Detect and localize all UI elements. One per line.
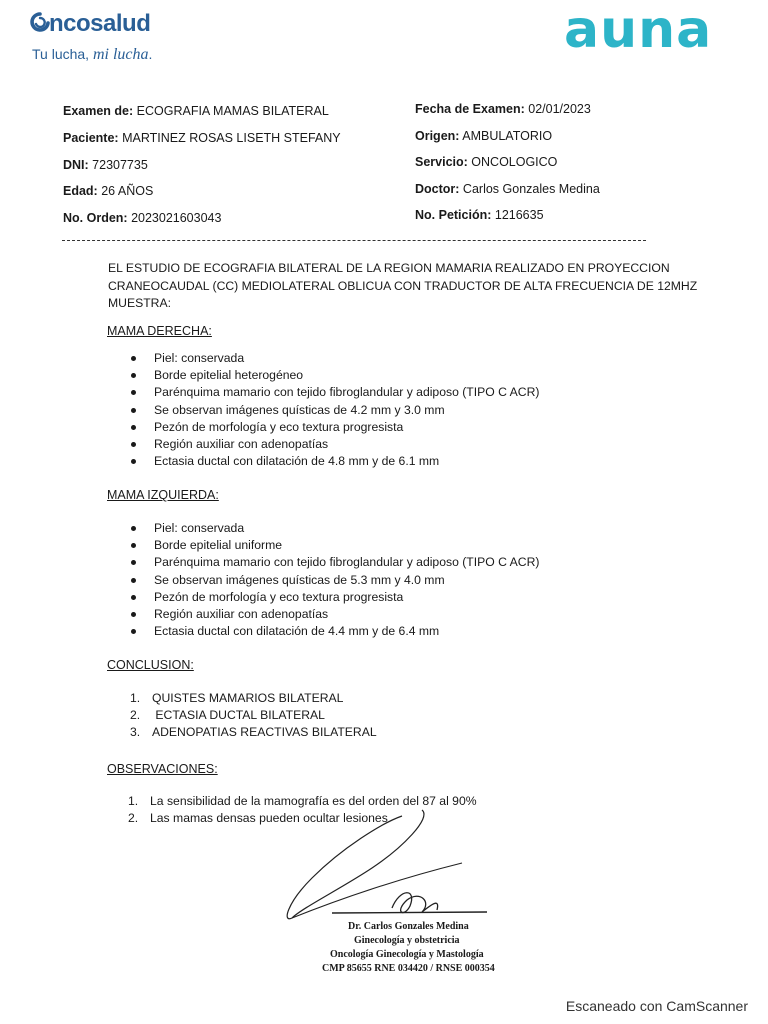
- finding-item: Ectasia ductal con dilatación de 4.4 mm y de 6.4 mm: [130, 623, 539, 640]
- handwritten-signature: [282, 808, 512, 923]
- header-field-label: Paciente:: [63, 131, 119, 145]
- header-field: [63, 184, 153, 198]
- header-field-value: ONCOLOGICO: [467, 155, 558, 169]
- finding-item: Se observan imágenes quísticas de 4.2 mm y 3.0 mm: [130, 402, 539, 419]
- item-number: 2.: [128, 811, 139, 826]
- header-field: [63, 131, 341, 145]
- right-breast-findings: [130, 350, 539, 470]
- header-field: [63, 158, 148, 172]
- intro-line: CRANEOCAUDAL (CC) MEDIOLATERAL OBLICUA CON TRADUCTOR DE ALTA FRECUENCIA DE 12MHZ: [108, 278, 698, 293]
- item-text: La sensibilidad de la mamografía es del orden del 87 al 90%: [150, 794, 477, 808]
- signature-doctor-name: Dr. Carlos Gonzales Medina: [348, 921, 469, 932]
- header-field-value: AMBULATORIO: [459, 129, 553, 143]
- conclusion-list: [130, 690, 377, 742]
- header-field-value: 72307735: [88, 158, 148, 172]
- finding-item: Ectasia ductal con dilatación de 4.8 mm y de 6.1 mm: [130, 453, 539, 470]
- header-field-label: No. Petición:: [415, 208, 492, 222]
- item-number: 2.: [130, 708, 141, 723]
- header-field-value: Carlos Gonzales Medina: [459, 182, 600, 196]
- numbered-item: [130, 724, 377, 741]
- header-field-label: Origen:: [415, 129, 460, 143]
- finding-item: Se observan imágenes quísticas de 5.3 mm y 4.0 mm: [130, 572, 539, 589]
- header-field-value: 26 AÑOS: [97, 184, 154, 198]
- finding-item: Pezón de morfología y eco textura progresista: [130, 589, 539, 606]
- header-field-value: 1216635: [491, 208, 544, 222]
- finding-item: Borde epitelial uniforme: [130, 537, 539, 554]
- signature-subspecialty: Oncología Ginecología y Mastología: [330, 949, 484, 960]
- header-field: [415, 129, 552, 143]
- finding-item: Piel: conservada: [130, 350, 539, 367]
- header-field-label: Doctor:: [415, 182, 460, 196]
- signature-registration: CMP 85655 RNE 034420 / RNSE 000354: [322, 963, 495, 974]
- tagline-plain: Tu lucha,: [32, 46, 93, 62]
- item-number: 1.: [130, 691, 141, 705]
- camscanner-watermark: Escaneado con CamScanner: [565, 998, 748, 1014]
- header-field: [415, 155, 557, 169]
- header-field-value: 02/01/2023: [524, 102, 591, 116]
- oncosalud-tagline: [32, 46, 152, 64]
- numbered-item: [130, 690, 377, 707]
- finding-item: Piel: conservada: [130, 520, 539, 537]
- item-text: ADENOPATIAS REACTIVAS BILATERAL: [152, 725, 377, 740]
- section-title-conclusion: CONCLUSION:: [107, 658, 194, 672]
- report-intro: [108, 260, 698, 313]
- item-text: ECTASIA DUCTAL BILATERAL: [152, 708, 325, 723]
- header-field: [415, 182, 600, 196]
- intro-line: EL ESTUDIO DE ECOGRAFIA BILATERAL DE LA REGION MAMARIA REALIZADO EN PROYECCION: [108, 261, 670, 275]
- header-field-value: 2023021603043: [127, 211, 222, 225]
- tagline-end: .: [148, 46, 153, 62]
- finding-item: Pezón de morfología y eco textura progresista: [130, 419, 539, 436]
- item-number: 3.: [130, 725, 141, 740]
- header-field: [63, 211, 221, 225]
- header-field-label: Edad:: [63, 184, 98, 198]
- header-field: [415, 102, 591, 116]
- header-field-label: DNI:: [63, 158, 89, 172]
- section-title-right-breast: MAMA DERECHA:: [107, 324, 212, 338]
- finding-item: Parénquima mamario con tejido fibroglandular y adiposo (TIPO C ACR): [130, 554, 539, 571]
- header-field-label: Examen de:: [63, 104, 134, 118]
- header-field-value: MARTINEZ ROSAS LISETH STEFANY: [118, 131, 341, 145]
- section-title-left-breast: MAMA IZQUIERDA:: [107, 488, 219, 502]
- finding-item: Región auxiliar con adenopatías: [130, 606, 539, 623]
- tagline-script: mi lucha: [92, 46, 149, 63]
- auna-wordmark: auna: [564, 0, 713, 60]
- header-field-label: Fecha de Examen:: [415, 102, 525, 116]
- oncosalud-swirl-icon: [30, 12, 50, 34]
- signature-block: [282, 808, 512, 978]
- oncosalud-name: ncosalud: [49, 10, 151, 37]
- item-text: Las mamas densas pueden ocultar lesiones: [150, 811, 388, 826]
- signature-specialty: Ginecología y obstetricia: [354, 935, 460, 946]
- intro-line: MUESTRA:: [108, 296, 171, 310]
- left-breast-findings: [130, 520, 539, 640]
- oncosalud-wordmark: [30, 10, 150, 38]
- section-title-observations: OBSERVACIONES:: [107, 762, 218, 776]
- header-field: [415, 208, 544, 222]
- dashed-separator: [62, 240, 646, 241]
- oncosalud-logo: [30, 10, 180, 64]
- header-field-label: Servicio:: [415, 155, 468, 169]
- header-field-label: No. Orden:: [63, 211, 128, 225]
- item-number: 1.: [128, 794, 139, 808]
- numbered-item: [130, 707, 377, 724]
- item-text: QUISTES MAMARIOS BILATERAL: [152, 691, 344, 705]
- header-field-value: ECOGRAFIA MAMAS BILATERAL: [133, 104, 329, 118]
- auna-logo: [564, 0, 742, 60]
- finding-item: Parénquima mamario con tejido fibroglandular y adiposo (TIPO C ACR): [130, 384, 539, 401]
- finding-item: Borde epitelial heterogéneo: [130, 367, 539, 384]
- finding-item: Región auxiliar con adenopatías: [130, 436, 539, 453]
- header-field: [63, 104, 329, 118]
